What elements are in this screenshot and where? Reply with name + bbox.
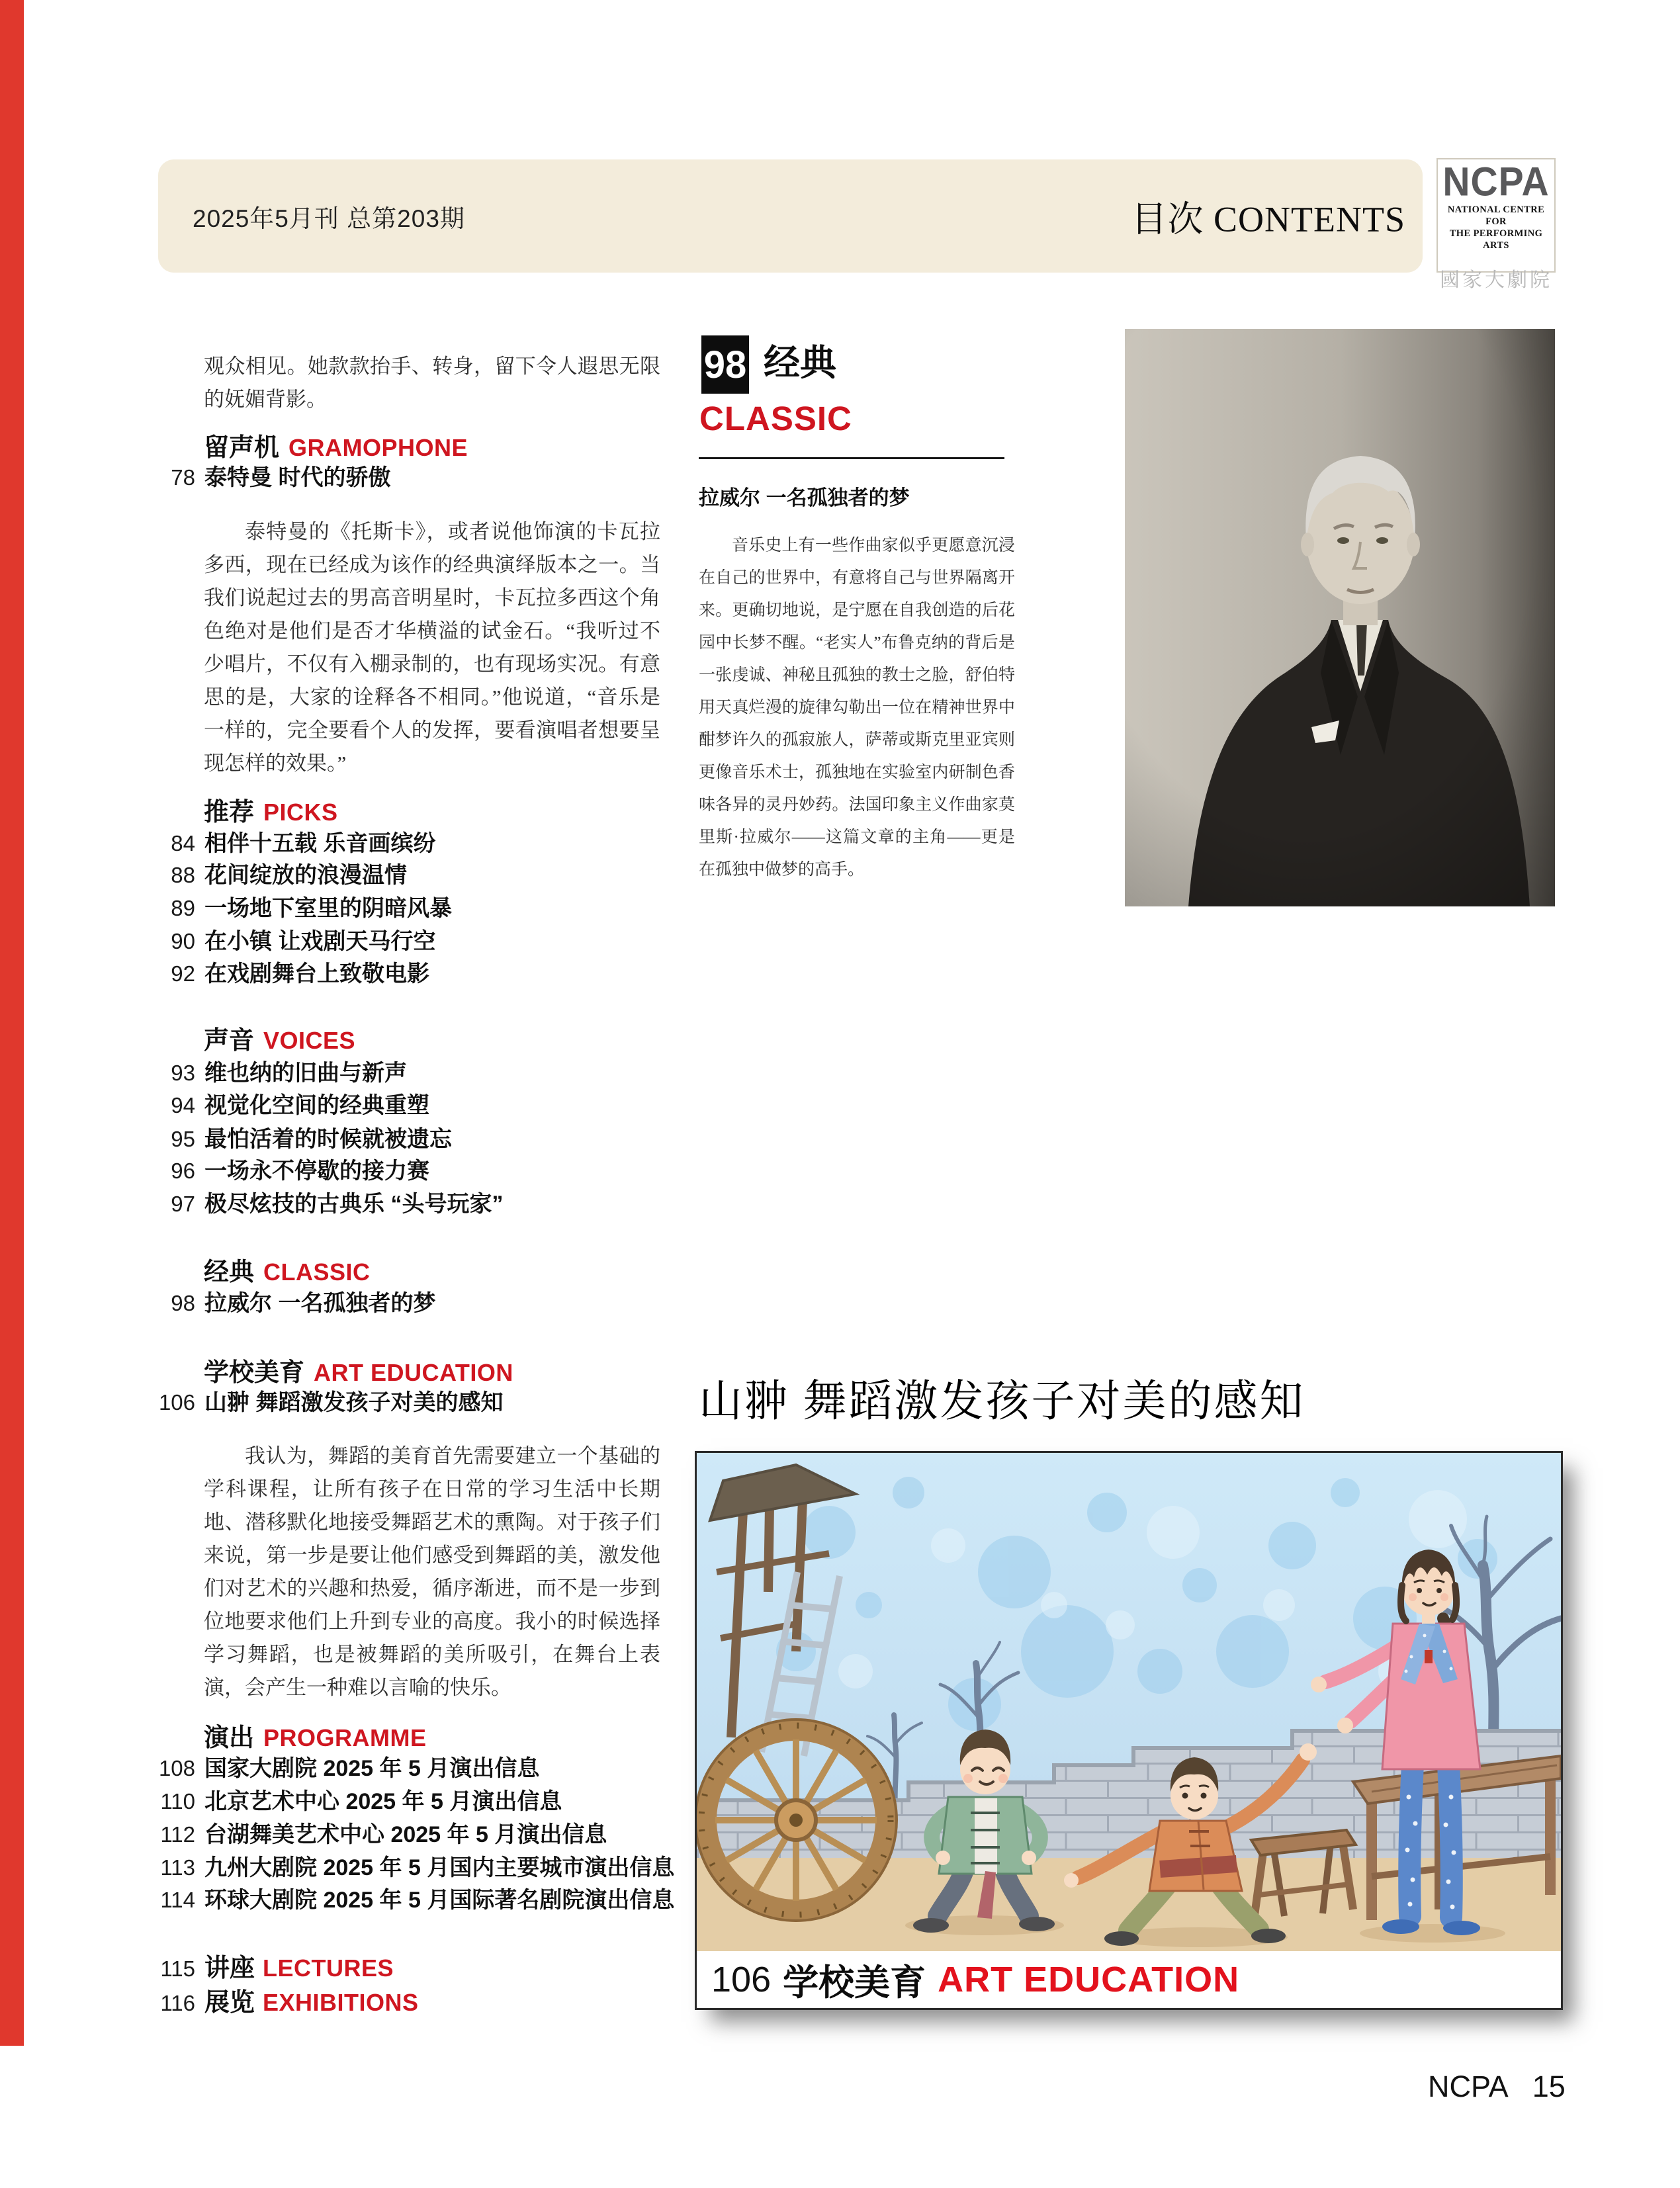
entry-title: 九州大剧院 2025 年 5 月国内主要城市演出信息 — [204, 1855, 675, 1880]
section-en-label: GRAMOPHONE — [288, 434, 468, 461]
entry-title: 北京艺术中心 2025 年 5 月演出信息 — [204, 1789, 562, 1814]
toc-entry[interactable] — [154, 1752, 539, 1785]
gramophone-excerpt: 泰特曼的《托斯卡》，或者说他饰演的卡瓦拉多西，现在已经成为该作的经典演绎版本之一。当我们说起过去的男高音明星时，卡瓦拉多西这个角色绝对是他们是否才华横溢的试金石。“我听过不少唱片，不仅有入棚录制的，也有现场实况。有意思的是，大家的诠释各不相同。”他说道，“音乐是一样的，完全要看个人的发挥，要看演唱者想要呈现怎样的效果。” — [204, 520, 660, 775]
entry-page-number: 112 — [160, 1822, 195, 1847]
feature-divider — [699, 457, 1004, 459]
footer-page-number: 15 — [1532, 2070, 1566, 2103]
entry-page-number: 115 — [160, 1956, 195, 1981]
toc-entry[interactable] — [154, 892, 452, 925]
entry-title: 一场永不停歇的接力赛 — [204, 1159, 429, 1184]
entry-title: 山翀 舞蹈激发孩子对美的感知 — [204, 1390, 504, 1415]
ncpa-logo — [1437, 158, 1556, 291]
entry-title: 极尽炫技的古典乐 “头号玩家” — [204, 1192, 504, 1217]
toc-entry[interactable] — [154, 925, 435, 958]
ncpa-logo-acronym: NCPA — [1442, 159, 1550, 205]
ravel-portrait-photo — [1125, 329, 1555, 906]
section-cn-label: 演出 — [204, 1724, 255, 1752]
entry-page-number: 94 — [171, 1093, 195, 1117]
toc-entry[interactable] — [154, 1057, 407, 1090]
entry-page-number: 98 — [171, 1291, 195, 1315]
entry-page-number: 88 — [171, 863, 195, 887]
section-header-gramophone — [204, 431, 468, 464]
toc-entry[interactable] — [154, 1884, 674, 1917]
section-en-label: EXHIBITIONS — [263, 1989, 419, 2016]
entry-page-number: 84 — [171, 831, 195, 855]
red-spine-bar — [0, 0, 24, 2046]
ncpa-logo-chinese: 國家大劇院 — [1440, 269, 1552, 291]
toc-entry[interactable] — [154, 461, 390, 494]
toc-entry[interactable] — [154, 957, 429, 990]
entry-page-number: 89 — [171, 896, 195, 920]
cart-wheel — [697, 1721, 895, 1919]
entry-page-number: 97 — [171, 1192, 195, 1216]
section-cn-label: 学校美育 — [204, 1359, 305, 1387]
toc-entry[interactable] — [154, 1851, 674, 1884]
section-header-art-education — [204, 1356, 513, 1389]
entry-title: 国家大剧院 2025 年 5 月演出信息 — [204, 1756, 540, 1781]
caption-section-cn: 学校美育 — [783, 1962, 926, 2003]
entry-page-number: 108 — [158, 1756, 195, 1780]
caption-section-en: ART EDUCATION — [938, 1960, 1240, 1999]
footer-brand: NCPA — [1428, 2070, 1509, 2103]
section-en-label: CLASSIC — [263, 1258, 371, 1286]
section-cn-label: 经典 — [204, 1258, 255, 1286]
section-cn-label: 推荐 — [204, 799, 255, 826]
entry-title: 维也纳的旧曲与新声 — [204, 1061, 407, 1086]
contents-title: 目次 CONTENTS — [1131, 199, 1405, 239]
entry-page-number: 114 — [160, 1888, 195, 1912]
section-cn-label: 留声机 — [204, 434, 280, 462]
entry-title: 在小镇 让戏剧天马行空 — [204, 929, 436, 954]
feature-page-number-box: 98 — [701, 335, 749, 394]
section-en-label: VOICES — [263, 1027, 356, 1054]
ncpa-logo-name-line2: THE PERFORMING ARTS — [1449, 228, 1543, 251]
ncpa-logo-name — [1438, 204, 1554, 252]
section-cn-label: 声音 — [204, 1027, 255, 1055]
header-bar — [158, 159, 1423, 273]
section-en-label: ART EDUCATION — [314, 1359, 513, 1386]
toc-entry[interactable] — [154, 1089, 429, 1122]
toc-entry[interactable] — [154, 1123, 452, 1156]
entry-page-number: 90 — [171, 929, 195, 953]
entry-page-number: 93 — [171, 1061, 195, 1085]
entry-page-number: 106 — [158, 1390, 195, 1415]
intro-continuation-text: 观众相见。她款款抬手、转身，留下令人遐思无限的妩媚背影。 — [204, 355, 660, 411]
toc-entry-exhibitions[interactable] — [154, 1986, 419, 2020]
feature-article-title: 拉威尔 一名孤独者的梦 — [699, 486, 910, 509]
entry-title: 环球大剧院 2025 年 5 月国际著名剧院演出信息 — [204, 1888, 675, 1913]
entry-title: 视觉化空间的经典重塑 — [204, 1093, 429, 1118]
toc-entry[interactable] — [154, 827, 435, 860]
issue-info: 2025年5月刊 总第203期 — [193, 204, 465, 232]
feature-article-body: 音乐史上有一些作曲家似乎更愿意沉浸在自己的世界中，有意将自己与世界隔离开来。更确切地说，是宁愿在自我创造的后花园中长梦不醒。“老实人”布鲁克纳的背后是一张虔诚、神秘且孤独的教士之脸，舒伯特用天真烂漫的旋律勾勒出一位在精神世界中酣梦许久的孤寂旅人，萨蒂或斯克里亚宾则更像音乐术士，孤独地在实验室内研制色香味各异的灵丹妙药。法国印象主义作曲家莫里斯·拉威尔——这篇文章的主角——更是在孤独中做梦的高手。 — [699, 537, 1015, 879]
entry-page-number: 78 — [171, 465, 195, 490]
toc-entry[interactable] — [154, 1386, 503, 1419]
page-footer — [1428, 2070, 1566, 2104]
feature-section-cn: 经典 — [764, 342, 837, 383]
toc-entry[interactable] — [154, 1785, 562, 1818]
art-education-excerpt: 我认为，舞蹈的美育首先需要建立一个基础的学科课程，让所有孩子在日常的学习生活中长期地、潜移默化地接受舞蹈艺术的熏陶。对于孩子们来说，第一步是要让他们感受到舞蹈的美，激发他们对艺术的兴趣和热爱，循序渐进，而不是一步到位地要求他们上升到专业的高度。我小的时候选择学习舞蹈，也是被舞蹈的美所吸引，在舞台上表演，会产生一种难以言喻的快乐。 — [204, 1444, 660, 1699]
entry-page-number: 113 — [160, 1855, 195, 1880]
section-en-label: LECTURES — [263, 1954, 394, 1982]
section-en-label: PICKS — [263, 799, 338, 826]
section-cn-label: 展览 — [204, 1989, 255, 2017]
toc-entry[interactable] — [154, 1287, 435, 1320]
dance-class-illustration — [697, 1453, 1561, 1951]
entry-title: 最怕活着的时候就被遗忘 — [204, 1127, 452, 1152]
entry-title: 一场地下室里的阴暗风暴 — [204, 896, 452, 921]
section-en-label: PROGRAMME — [263, 1724, 427, 1751]
caption-page-number: 106 — [711, 1960, 772, 1999]
entry-page-number: 110 — [160, 1789, 195, 1814]
entry-title: 在戏剧舞台上致敬电影 — [204, 961, 429, 986]
toc-entry[interactable] — [154, 1155, 429, 1188]
feature-section-en: CLASSIC — [699, 400, 852, 437]
entry-page-number: 96 — [171, 1159, 195, 1183]
section-cn-label: 讲座 — [204, 1954, 255, 1982]
section-header-classic — [204, 1256, 371, 1289]
entry-title: 拉威尔 一名孤独者的梦 — [204, 1291, 436, 1316]
ncpa-logo-name-line1: NATIONAL CENTRE FOR — [1447, 204, 1545, 228]
toc-entry[interactable] — [154, 1818, 607, 1851]
entry-page-number: 116 — [160, 1991, 195, 2015]
toc-entry-lectures[interactable] — [154, 1952, 394, 1986]
section-header-picks — [204, 796, 338, 829]
toc-entry[interactable] — [154, 859, 407, 892]
entry-page-number: 95 — [171, 1127, 195, 1151]
entry-title: 台湖舞美艺术中心 2025 年 5 月演出信息 — [204, 1822, 607, 1847]
toc-entry[interactable] — [154, 1188, 503, 1221]
ravel-portrait-illustration — [1125, 329, 1555, 906]
illustration-caption — [697, 1951, 1561, 2008]
entry-page-number: 92 — [171, 961, 195, 986]
art-feature-headline: 山翀 舞蹈激发孩子对美的感知 — [699, 1378, 1305, 1426]
entry-title: 相伴十五载 乐音画缤纷 — [204, 831, 436, 856]
entry-title: 花间绽放的浪漫温情 — [204, 863, 407, 888]
section-header-voices — [204, 1024, 355, 1057]
art-education-illustration-frame — [695, 1451, 1563, 2010]
section-header-programme — [204, 1722, 427, 1755]
entry-title: 泰特曼 时代的骄傲 — [204, 465, 391, 490]
